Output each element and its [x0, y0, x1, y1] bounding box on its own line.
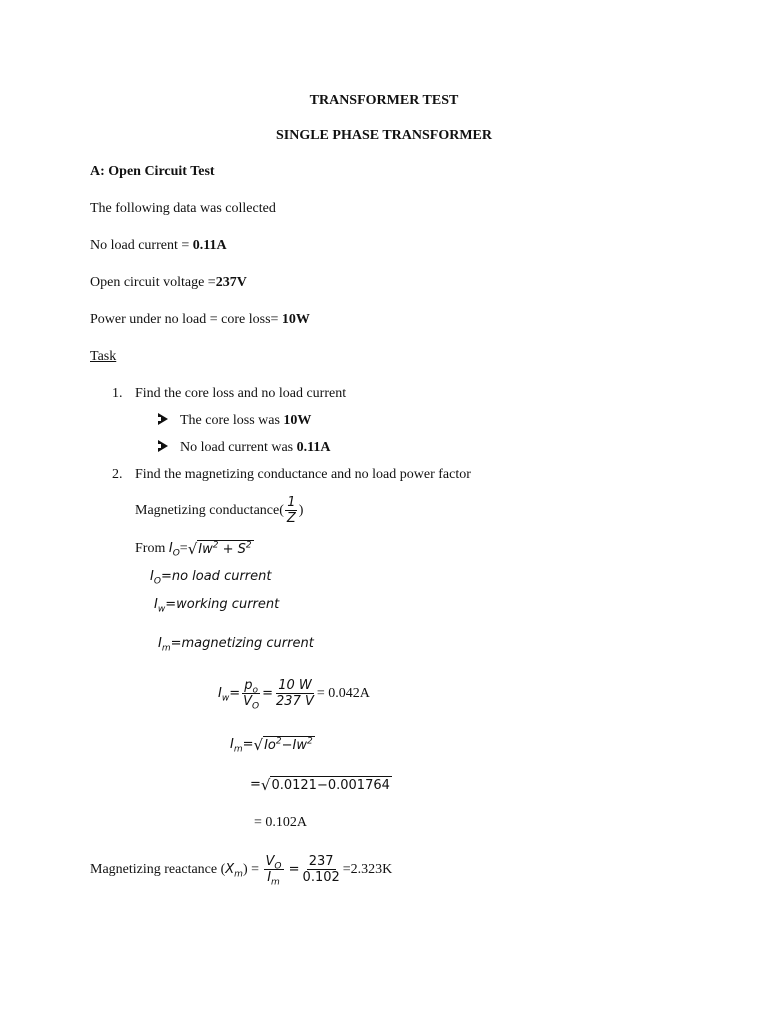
exponent: 2: [275, 736, 282, 747]
equals-sign: =: [242, 737, 254, 752]
formula-magnetizing-current: [230, 734, 315, 756]
fraction-numeric: [274, 678, 316, 709]
result-value: = 0.042A: [316, 686, 370, 701]
definition-working-current: [154, 596, 279, 614]
symbol-subscript: m: [234, 869, 243, 880]
bullet-item: [158, 412, 311, 430]
symbol-subscript: O: [153, 576, 161, 587]
symbol-letter: X: [225, 862, 235, 877]
exponent: 2: [307, 736, 313, 747]
denominator-subscript: m: [271, 877, 280, 888]
exponent: 2: [212, 540, 219, 551]
symbol-letter: I: [150, 569, 154, 584]
fraction-numerator: 237: [308, 854, 334, 870]
reactance-close: ) =: [242, 862, 263, 877]
radical-sign-icon: √: [187, 539, 198, 558]
fraction-one-over-z: [285, 495, 298, 526]
radicand-term: Iw: [292, 737, 307, 753]
square-root: [254, 736, 315, 754]
numerator-letter: p: [244, 678, 253, 694]
symbol-subscript: w: [221, 693, 230, 704]
data-label: Open circuit voltage =: [90, 275, 216, 290]
intro-text: The following data was collected: [90, 201, 276, 216]
data-value: 10W: [281, 312, 310, 327]
radical-sign-icon: √: [253, 735, 264, 754]
denominator-letter: I: [267, 870, 272, 886]
symbol: [168, 541, 180, 559]
radicand-term: Iw: [198, 541, 213, 557]
symbol-subscript: O: [172, 548, 180, 559]
symbol-subscript: w: [157, 604, 166, 615]
data-label: No load current =: [90, 238, 193, 253]
bullet-label: The core loss was: [180, 413, 284, 428]
fraction-numerator: 10 W: [278, 678, 312, 694]
symbol-subscript: m: [233, 744, 243, 755]
radicand-value: 0.0121−0.001764: [271, 777, 390, 793]
task-text: Find the magnetizing conductance and no load power factor: [135, 467, 471, 482]
task-number: 1.: [112, 386, 123, 401]
fraction-numeric: [301, 854, 342, 885]
section-heading: A: Open Circuit Test: [90, 164, 215, 179]
numerator-subscript: O: [274, 861, 282, 872]
bullet-value: 10W: [283, 413, 312, 428]
fraction-denominator: Z: [286, 511, 296, 527]
equals-sign: =: [179, 541, 188, 556]
document-title: TRANSFORMER TEST: [309, 93, 459, 108]
symbol-letter: I: [230, 737, 234, 752]
arrow-bullet-icon: [158, 440, 168, 452]
reactance-label: Magnetizing reactance (: [90, 862, 226, 877]
radicand-term: Io: [264, 737, 276, 753]
equals-sign: =: [229, 686, 241, 701]
document-subtitle: SINGLE PHASE TRANSFORMER: [275, 128, 492, 143]
definition-text: =working current: [165, 597, 280, 612]
definition-no-load-current: [150, 568, 271, 586]
arrow-bullet-icon: [158, 413, 168, 425]
definition-text: =magnetizing current: [170, 636, 314, 651]
symbol-subscript: m: [161, 643, 171, 654]
conductance-line: [135, 494, 303, 528]
formula-working-current: [218, 676, 370, 712]
fraction-voltage-over-current: [264, 854, 284, 888]
symbol-letter: I: [218, 686, 222, 701]
fraction-numerator: 1: [287, 495, 296, 511]
equals-sign: =: [250, 777, 261, 792]
task-heading: Task: [90, 349, 117, 364]
fraction-power-over-voltage: [241, 678, 261, 712]
radicand-term: S: [237, 541, 246, 557]
close-paren: ): [298, 503, 304, 518]
data-line-no-load-current: [90, 237, 227, 255]
conductance-label: Magnetizing conductance(: [135, 503, 284, 518]
task-text: Find the core loss and no load current: [135, 386, 347, 401]
definition-magnetizing-current: [158, 635, 314, 653]
bullet-value: 0.11A: [296, 440, 331, 455]
numerator-letter: V: [265, 854, 275, 870]
formula-magnetizing-numeric: [250, 774, 392, 796]
fraction-denominator: 237 V: [276, 694, 314, 710]
magnetizing-current-result: = 0.102A: [254, 815, 308, 830]
radical-sign-icon: √: [260, 775, 271, 794]
symbol-letter: I: [154, 597, 158, 612]
data-line-core-loss: [90, 311, 310, 329]
result-value: =2.323K: [342, 862, 393, 877]
from-label: From: [135, 541, 169, 556]
equals-sign: =: [262, 686, 274, 701]
formula-magnetizing-reactance: [90, 850, 392, 890]
square-root: [261, 776, 392, 794]
exponent: 2: [245, 540, 252, 551]
equals-sign: =: [284, 862, 300, 877]
denominator-subscript: O: [252, 701, 260, 712]
data-value: 237V: [215, 275, 247, 290]
numerator-subscript: o: [252, 685, 259, 696]
data-value: 0.11A: [192, 238, 227, 253]
symbol-letter: I: [158, 636, 162, 651]
square-root: [188, 540, 254, 558]
data-line-open-circuit-voltage: [90, 274, 247, 292]
formula-no-load-current: [135, 538, 254, 560]
definition-text: =no load current: [160, 569, 272, 584]
plus-sign: +: [218, 541, 238, 557]
bullet-label: No load current was: [180, 440, 297, 455]
symbol-letter: I: [168, 541, 173, 556]
data-label: Power under no load = core loss=: [90, 312, 282, 327]
task-number: 2.: [112, 467, 123, 482]
denominator-letter: V: [243, 694, 253, 710]
bullet-item: [158, 439, 330, 457]
minus-sign: −: [281, 737, 293, 753]
fraction-denominator: 0.102: [302, 870, 340, 886]
